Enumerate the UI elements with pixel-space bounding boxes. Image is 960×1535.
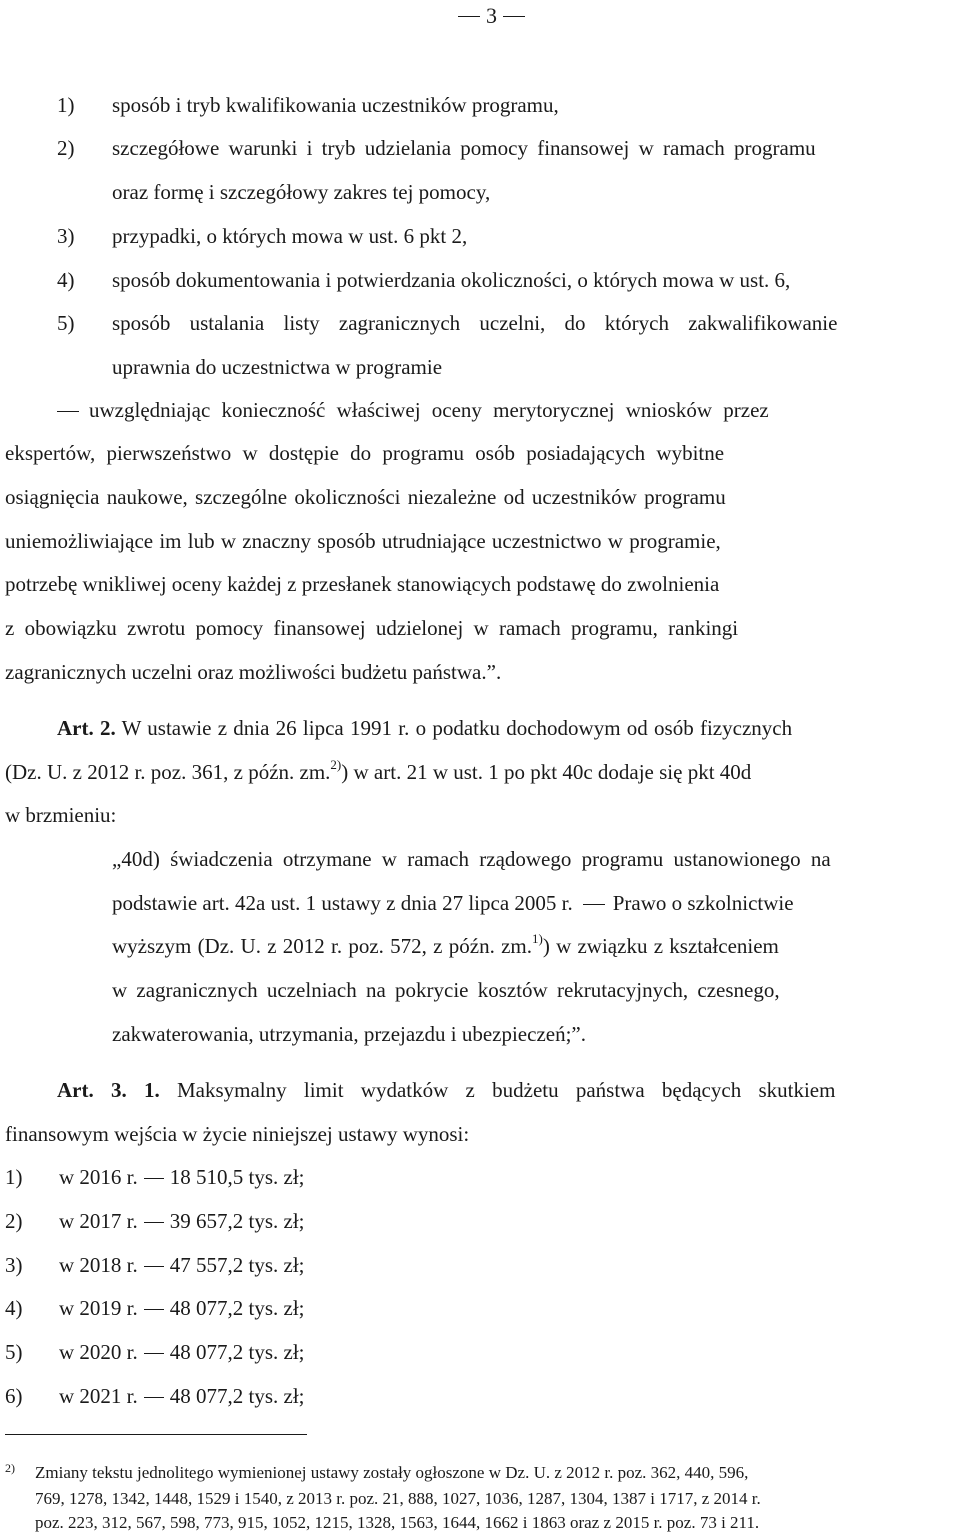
quote-line: w zagranicznych uczelniach na pokrycie kosztów rekrutacyjnych, czesnego,: [112, 978, 780, 1002]
em-dash: [57, 411, 79, 412]
dash-paragraph-line: potrzebę wnikliwej oceny każdej z przesłanek stanowiących podstawę do zwolnienia: [5, 572, 720, 596]
dash-paragraph-line: zagranicznych uczelni oraz możliwości budżetu państwa.”.: [5, 660, 502, 684]
page-number: 3: [458, 3, 525, 29]
article-3-line: Art. 3. 1. Maksymalny limit wydatków z budżetu państwa będących skutkiem: [57, 1078, 836, 1102]
list-number: 2): [57, 136, 75, 160]
em-dash: [144, 1309, 164, 1310]
list-text: w 2021 r. 48 077,2 tys. zł;: [59, 1384, 305, 1408]
em-dash: [144, 1222, 164, 1223]
list-number: 6): [5, 1384, 23, 1408]
list-text: szczegółowe warunki i tryb udzielania pomocy finansowej w ramach programu: [112, 136, 816, 160]
em-dash: [144, 1353, 164, 1354]
list-text: w 2020 r. 48 077,2 tys. zł;: [59, 1340, 305, 1364]
list-text: w 2017 r. 39 657,2 tys. zł;: [59, 1209, 305, 1233]
list-number: 5): [57, 311, 75, 335]
dash-paragraph-line: uwzględniając konieczność właściwej oceny merytorycznej wniosków przez: [57, 397, 769, 423]
em-dash: [144, 1178, 164, 1179]
article-label: Art. 2.: [57, 716, 116, 740]
list-number: 5): [5, 1340, 23, 1364]
list-text: sposób ustalania listy zagranicznych uczelni, do których zakwalifikowanie: [112, 311, 838, 335]
dash-paragraph-line: z obowiązku zwrotu pomocy finansowej udzielonej w ramach programu, rankingi: [5, 616, 739, 640]
list-text: w 2018 r. 47 557,2 tys. zł;: [59, 1253, 305, 1277]
list-number: 1): [5, 1165, 23, 1189]
article-2-line: Art. 2. W ustawie z dnia 26 lipca 1991 r. o podatku dochodowym od osób fizycznych: [57, 716, 793, 740]
list-number: 4): [5, 1296, 23, 1320]
footnote-line: Zmiany tekstu jednolitego wymienionej ustawy zostały ogłoszone w Dz. U. z 2012 r. poz. 362, 440, 596,: [35, 1463, 749, 1482]
em-dash: [144, 1266, 164, 1267]
list-text: uprawnia do uczestnictwa w programie: [112, 355, 443, 379]
article-2-line: w brzmieniu:: [5, 803, 117, 827]
list-text: oraz formę i szczegółowy zakres tej pomocy,: [112, 180, 491, 204]
dash-paragraph-line: osiągnięcia naukowe, szczególne okoliczności niezależne od uczestników programu: [5, 485, 726, 509]
quote-line: „40d) świadczenia otrzymane w ramach rządowego programu ustanowionego na: [112, 847, 831, 871]
footnote-line: 769, 1278, 1342, 1448, 1529 i 1540, z 2013 r. poz. 21, 888, 1027, 1036, 1287, 1304, 1387 i 1717, z 2014 r.: [35, 1489, 761, 1508]
list-text: w 2016 r. 18 510,5 tys. zł;: [59, 1165, 305, 1189]
list-number: 4): [57, 268, 75, 292]
footnote-separator: [5, 1434, 307, 1435]
em-dash: [583, 904, 605, 905]
list-text: sposób dokumentowania i potwierdzania okoliczności, o których mowa w ust. 6,: [112, 268, 791, 292]
list-text: przypadki, o których mowa w ust. 6 pkt 2,: [112, 224, 468, 248]
list-number: 3): [57, 224, 75, 248]
article-3-line: finansowym wejścia w życie niniejszej ustawy wynosi:: [5, 1122, 470, 1146]
list-number: 2): [5, 1209, 23, 1233]
article-2-line: (Dz. U. z 2012 r. poz. 361, z późn. zm.$^{2)}$) w art. 21 w ust. 1 po pkt 40c dodaje się pkt 40d: [5, 757, 752, 784]
footnote-ref: 1): [531, 931, 543, 946]
quote-line: wyższym (Dz. U. z 2012 r. poz. 572, z późn. zm.$^{1)}$) w związku z kształceniem: [112, 931, 779, 958]
dash-paragraph-line: ekspertów, pierwszeństwo w dostępie do programu osób posiadających wybitne: [5, 441, 725, 465]
footnote-mark: 2): [5, 1461, 15, 1475]
list-text: sposób i tryb kwalifikowania uczestników programu,: [112, 93, 559, 117]
footnote-line: poz. 223, 312, 567, 598, 773, 915, 1052, 1215, 1328, 1563, 1644, 1662 i 1863 oraz z 2015 r. poz. 73 i 211.: [35, 1513, 760, 1532]
list-text: w 2019 r. 48 077,2 tys. zł;: [59, 1296, 305, 1320]
dash-paragraph-line: uniemożliwiające im lub w znaczny sposób utrudniające uczestnictwo w programie,: [5, 529, 721, 553]
list-number: 3): [5, 1253, 23, 1277]
footnote-ref: 2): [330, 757, 342, 772]
list-number: 1): [57, 93, 75, 117]
quote-line: podstawie art. 42a ust. 1 ustawy z dnia 27 lipca 2005 r. Prawo o szkolnictwie: [112, 891, 794, 915]
em-dash: [144, 1397, 164, 1398]
quote-line: zakwaterowania, utrzymania, przejazdu i ubezpieczeń;”.: [112, 1022, 586, 1046]
article-label: Art. 3. 1.: [57, 1078, 160, 1102]
